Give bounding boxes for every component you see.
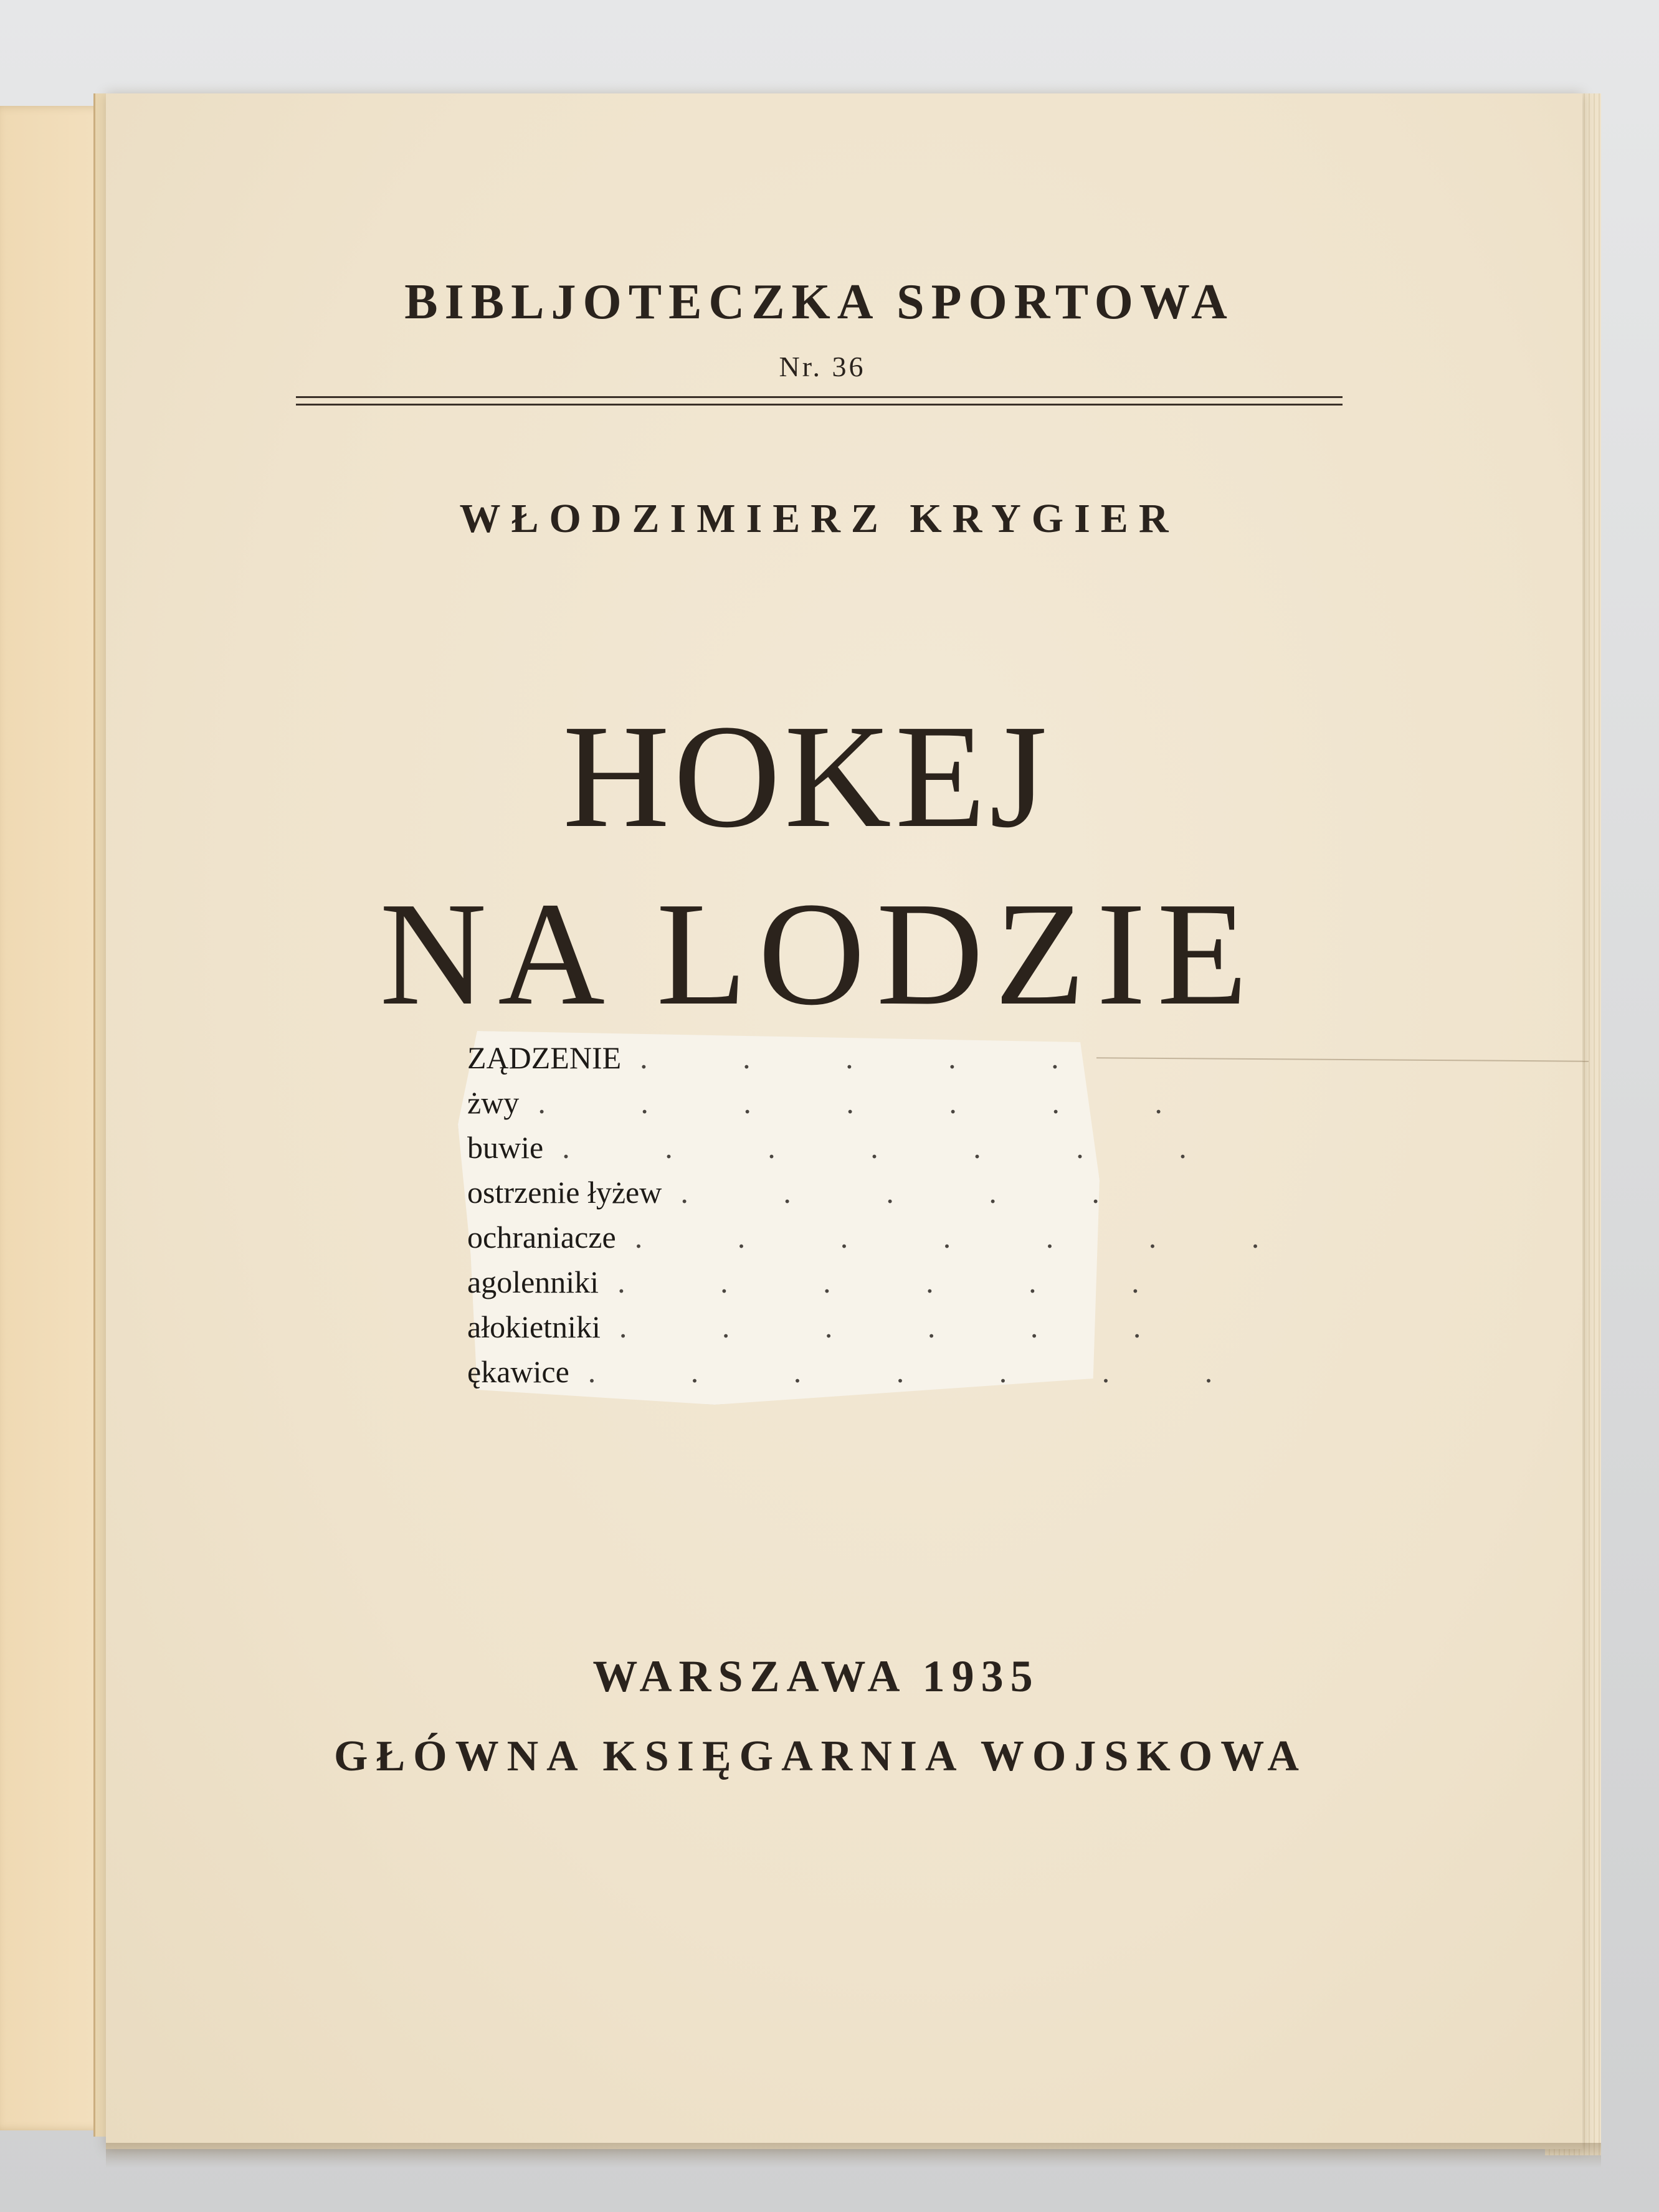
imprint-place-year: WARSZAWA 1935 <box>592 1651 1040 1701</box>
page-shadow <box>106 2143 1601 2168</box>
list-item-text: buwie <box>467 1130 544 1165</box>
double-rule-bottom <box>296 404 1343 406</box>
list-item-text: żwy <box>467 1085 520 1120</box>
list-item <box>467 1125 1230 1170</box>
list-item <box>467 1260 1183 1304</box>
list-item <box>467 1170 1143 1215</box>
list-item-text: ękawice <box>467 1354 569 1389</box>
list-item-text: ochraniacze <box>467 1220 616 1255</box>
dot-leader: . . . . . . . <box>587 1354 1257 1389</box>
double-rule-top <box>296 396 1343 398</box>
list-item-text: agolenniki <box>467 1265 599 1299</box>
list-item-text: ZĄDZENIE <box>467 1040 622 1075</box>
list-item-text: ostrzenie łyżew <box>467 1175 662 1210</box>
dot-leader: . . . . . . . <box>562 1130 1230 1165</box>
imprint-publisher: GŁÓWNA KSIĘGARNIA WOJSKOWA <box>334 1732 1307 1780</box>
fragment-contents-list <box>467 1035 1303 1394</box>
dot-leader: . . . . . <box>680 1175 1143 1210</box>
list-item <box>467 1349 1257 1394</box>
list-item <box>467 1304 1185 1349</box>
list-item <box>467 1215 1303 1260</box>
book-title-line-2: NA LODZIE <box>379 872 1259 1036</box>
list-item <box>467 1080 1206 1125</box>
list-item-text: ałokietniki <box>467 1309 601 1344</box>
book-title-line-1: HOKEJ <box>563 695 1051 858</box>
dot-leader: . . . . . . . <box>538 1085 1206 1120</box>
list-item <box>467 1035 1103 1080</box>
author-name: WŁODZIMIERZ KRYGIER <box>459 496 1179 541</box>
dot-leader: . . . . . . . <box>634 1220 1303 1255</box>
series-number: Nr. 36 <box>779 351 866 382</box>
dot-leader: . . . . . . <box>619 1309 1185 1344</box>
series-title: BIBLJOTECZKA SPORTOWA <box>404 275 1234 330</box>
dot-leader: . . . . . <box>640 1040 1103 1075</box>
dot-leader: . . . . . . <box>617 1265 1183 1299</box>
